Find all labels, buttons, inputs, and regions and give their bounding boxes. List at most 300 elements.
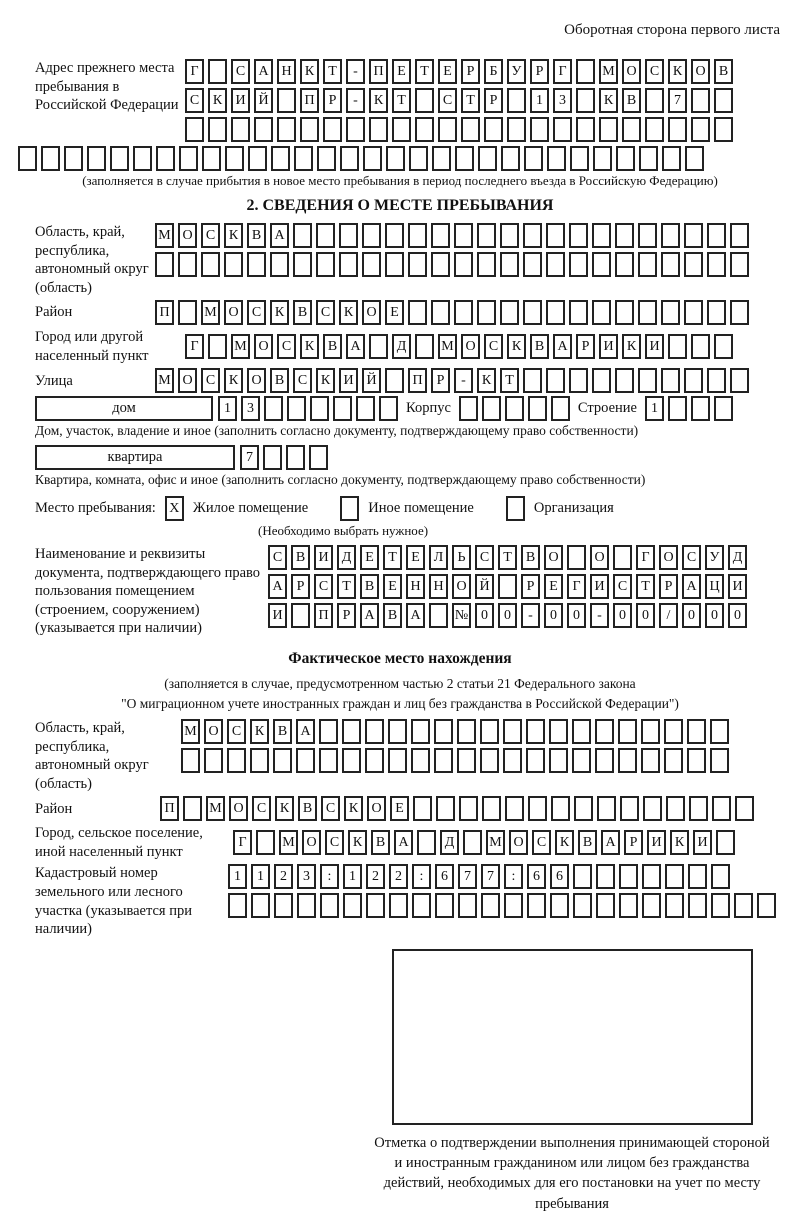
char-box[interactable]: М: [155, 368, 174, 393]
char-box[interactable]: [256, 830, 275, 855]
char-box[interactable]: В: [530, 334, 549, 359]
char-box[interactable]: [526, 748, 545, 773]
char-box[interactable]: К: [339, 300, 358, 325]
char-box[interactable]: [714, 117, 733, 142]
char-box[interactable]: [551, 796, 570, 821]
char-box[interactable]: [730, 368, 749, 393]
char-box[interactable]: [642, 893, 661, 918]
char-box[interactable]: Н: [429, 574, 448, 599]
char-box[interactable]: О: [178, 368, 197, 393]
char-box[interactable]: И: [590, 574, 609, 599]
char-box[interactable]: И: [599, 334, 618, 359]
char-box[interactable]: [689, 796, 708, 821]
char-box[interactable]: [691, 334, 710, 359]
char-box[interactable]: [616, 146, 635, 171]
char-box[interactable]: М: [438, 334, 457, 359]
char-box[interactable]: О: [367, 796, 386, 821]
char-box[interactable]: [620, 796, 639, 821]
char-box[interactable]: [461, 117, 480, 142]
char-box[interactable]: В: [273, 719, 292, 744]
char-box[interactable]: [342, 748, 361, 773]
char-box[interactable]: Н: [277, 59, 296, 84]
char-box[interactable]: В: [714, 59, 733, 84]
char-box[interactable]: :: [412, 864, 431, 889]
char-box[interactable]: [415, 117, 434, 142]
char-box[interactable]: 1: [645, 396, 664, 421]
char-box[interactable]: [339, 252, 358, 277]
char-box[interactable]: [595, 719, 614, 744]
char-box[interactable]: [707, 223, 726, 248]
char-box[interactable]: [435, 893, 454, 918]
char-box[interactable]: Т: [415, 59, 434, 84]
char-box[interactable]: С: [201, 368, 220, 393]
char-box[interactable]: И: [231, 88, 250, 113]
char-box[interactable]: С: [185, 88, 204, 113]
char-box[interactable]: [297, 893, 316, 918]
char-box[interactable]: [369, 117, 388, 142]
char-box[interactable]: [638, 300, 657, 325]
char-box[interactable]: [316, 252, 335, 277]
char-box[interactable]: [227, 748, 246, 773]
char-box[interactable]: [576, 117, 595, 142]
char-box[interactable]: [714, 396, 733, 421]
char-box[interactable]: Т: [498, 545, 517, 570]
char-box[interactable]: [64, 146, 83, 171]
char-box[interactable]: [711, 864, 730, 889]
char-box[interactable]: [457, 719, 476, 744]
char-box[interactable]: Т: [383, 545, 402, 570]
char-box[interactable]: [379, 396, 398, 421]
char-box[interactable]: [500, 252, 519, 277]
char-box[interactable]: 0: [705, 603, 724, 628]
char-box[interactable]: [224, 252, 243, 277]
char-box[interactable]: [202, 146, 221, 171]
char-box[interactable]: 0: [498, 603, 517, 628]
char-box[interactable]: Р: [291, 574, 310, 599]
char-box[interactable]: [156, 146, 175, 171]
char-box[interactable]: М: [201, 300, 220, 325]
char-box[interactable]: [710, 719, 729, 744]
char-box[interactable]: 1: [251, 864, 270, 889]
char-box[interactable]: [392, 117, 411, 142]
char-box[interactable]: [369, 334, 388, 359]
char-box[interactable]: [546, 252, 565, 277]
char-box[interactable]: [340, 146, 359, 171]
char-box[interactable]: Й: [362, 368, 381, 393]
char-box[interactable]: [481, 893, 500, 918]
char-box[interactable]: 6: [435, 864, 454, 889]
char-box[interactable]: [615, 368, 634, 393]
char-box[interactable]: [576, 59, 595, 84]
char-box[interactable]: [248, 146, 267, 171]
char-box[interactable]: [523, 252, 542, 277]
char-box[interactable]: [270, 252, 289, 277]
char-box[interactable]: С: [325, 830, 344, 855]
char-box[interactable]: [685, 146, 704, 171]
char-box[interactable]: [178, 252, 197, 277]
char-box[interactable]: [204, 748, 223, 773]
char-box[interactable]: [546, 300, 565, 325]
char-box[interactable]: [457, 748, 476, 773]
char-box[interactable]: К: [599, 88, 618, 113]
char-box[interactable]: [592, 368, 611, 393]
char-box[interactable]: Ц: [705, 574, 724, 599]
char-box[interactable]: [431, 300, 450, 325]
char-box[interactable]: [333, 396, 352, 421]
char-box[interactable]: [574, 796, 593, 821]
char-box[interactable]: [454, 300, 473, 325]
char-box[interactable]: 0: [728, 603, 747, 628]
char-box[interactable]: [225, 146, 244, 171]
char-box[interactable]: [459, 396, 478, 421]
char-box[interactable]: П: [369, 59, 388, 84]
char-box[interactable]: [273, 748, 292, 773]
char-box[interactable]: [688, 864, 707, 889]
char-box[interactable]: С: [532, 830, 551, 855]
char-box[interactable]: С: [484, 334, 503, 359]
char-box[interactable]: [638, 252, 657, 277]
char-box[interactable]: 7: [240, 445, 259, 470]
char-box[interactable]: [664, 719, 683, 744]
char-box[interactable]: Т: [461, 88, 480, 113]
char-box[interactable]: И: [645, 334, 664, 359]
checkbox-inoe-pomeshchenie[interactable]: [340, 496, 359, 521]
char-box[interactable]: [185, 117, 204, 142]
char-box[interactable]: [707, 300, 726, 325]
char-box[interactable]: [523, 223, 542, 248]
char-box[interactable]: [638, 223, 657, 248]
char-box[interactable]: [363, 146, 382, 171]
char-box[interactable]: [346, 117, 365, 142]
char-box[interactable]: [638, 368, 657, 393]
char-box[interactable]: [507, 117, 526, 142]
char-box[interactable]: Р: [337, 603, 356, 628]
checkbox-organizatsiya[interactable]: [506, 496, 525, 521]
char-box[interactable]: 2: [389, 864, 408, 889]
char-box[interactable]: [309, 445, 328, 470]
char-box[interactable]: [208, 117, 227, 142]
char-box[interactable]: О: [302, 830, 321, 855]
char-box[interactable]: [316, 223, 335, 248]
char-box[interactable]: О: [204, 719, 223, 744]
char-box[interactable]: К: [668, 59, 687, 84]
char-box[interactable]: [684, 300, 703, 325]
char-box[interactable]: 0: [636, 603, 655, 628]
char-box[interactable]: [592, 252, 611, 277]
char-box[interactable]: С: [201, 223, 220, 248]
char-box[interactable]: [201, 252, 220, 277]
char-box[interactable]: [507, 88, 526, 113]
char-box[interactable]: [417, 830, 436, 855]
char-box[interactable]: [505, 396, 524, 421]
char-box[interactable]: [179, 146, 198, 171]
char-box[interactable]: [386, 146, 405, 171]
char-box[interactable]: [567, 545, 586, 570]
char-box[interactable]: /: [659, 603, 678, 628]
char-box[interactable]: [597, 796, 616, 821]
char-box[interactable]: Ь: [452, 545, 471, 570]
char-box[interactable]: К: [208, 88, 227, 113]
char-box[interactable]: [547, 146, 566, 171]
char-box[interactable]: [500, 223, 519, 248]
char-box[interactable]: М: [486, 830, 505, 855]
char-box[interactable]: [408, 252, 427, 277]
char-box[interactable]: [436, 796, 455, 821]
char-box[interactable]: Р: [530, 59, 549, 84]
char-box[interactable]: [286, 445, 305, 470]
char-box[interactable]: [480, 748, 499, 773]
char-box[interactable]: [553, 117, 572, 142]
char-box[interactable]: [385, 252, 404, 277]
char-box[interactable]: В: [323, 334, 342, 359]
char-box[interactable]: [310, 396, 329, 421]
char-box[interactable]: М: [181, 719, 200, 744]
char-box[interactable]: Д: [440, 830, 459, 855]
char-box[interactable]: П: [408, 368, 427, 393]
char-box[interactable]: К: [250, 719, 269, 744]
char-box[interactable]: К: [224, 368, 243, 393]
char-box[interactable]: [429, 603, 448, 628]
char-box[interactable]: О: [544, 545, 563, 570]
char-box[interactable]: [291, 603, 310, 628]
char-box[interactable]: М: [155, 223, 174, 248]
char-box[interactable]: [231, 117, 250, 142]
char-box[interactable]: П: [160, 796, 179, 821]
char-box[interactable]: [356, 396, 375, 421]
char-box[interactable]: [665, 864, 684, 889]
char-box[interactable]: [274, 893, 293, 918]
char-box[interactable]: [431, 223, 450, 248]
char-box[interactable]: В: [270, 368, 289, 393]
char-box[interactable]: [463, 830, 482, 855]
char-box[interactable]: 3: [297, 864, 316, 889]
char-box[interactable]: А: [270, 223, 289, 248]
char-box[interactable]: [572, 719, 591, 744]
char-box[interactable]: [645, 88, 664, 113]
char-box[interactable]: [573, 893, 592, 918]
char-box[interactable]: К: [275, 796, 294, 821]
char-box[interactable]: С: [277, 334, 296, 359]
char-box[interactable]: [707, 368, 726, 393]
char-box[interactable]: [478, 146, 497, 171]
char-box[interactable]: [411, 719, 430, 744]
char-box[interactable]: Е: [360, 545, 379, 570]
char-box[interactable]: 3: [553, 88, 572, 113]
char-box[interactable]: [716, 830, 735, 855]
char-box[interactable]: А: [360, 603, 379, 628]
char-box[interactable]: К: [344, 796, 363, 821]
char-box[interactable]: А: [296, 719, 315, 744]
char-box[interactable]: [599, 117, 618, 142]
char-box[interactable]: -: [346, 88, 365, 113]
char-box[interactable]: [528, 796, 547, 821]
char-box[interactable]: 1: [218, 396, 237, 421]
char-box[interactable]: 0: [475, 603, 494, 628]
char-box[interactable]: К: [348, 830, 367, 855]
char-box[interactable]: [596, 893, 615, 918]
char-box[interactable]: [339, 223, 358, 248]
char-box[interactable]: [735, 796, 754, 821]
char-box[interactable]: [593, 146, 612, 171]
char-box[interactable]: [730, 223, 749, 248]
char-box[interactable]: А: [406, 603, 425, 628]
char-box[interactable]: [668, 396, 687, 421]
char-box[interactable]: [319, 748, 338, 773]
char-box[interactable]: [596, 864, 615, 889]
char-box[interactable]: 7: [458, 864, 477, 889]
char-box[interactable]: [662, 146, 681, 171]
char-box[interactable]: [549, 748, 568, 773]
char-box[interactable]: 0: [682, 603, 701, 628]
char-box[interactable]: [714, 88, 733, 113]
char-box[interactable]: Т: [636, 574, 655, 599]
char-box[interactable]: О: [659, 545, 678, 570]
char-box[interactable]: [183, 796, 202, 821]
char-box[interactable]: О: [229, 796, 248, 821]
char-box[interactable]: 1: [530, 88, 549, 113]
char-box[interactable]: [408, 300, 427, 325]
char-box[interactable]: [757, 893, 776, 918]
char-box[interactable]: [551, 396, 570, 421]
char-box[interactable]: [550, 893, 569, 918]
char-box[interactable]: [641, 719, 660, 744]
char-box[interactable]: [264, 396, 283, 421]
char-box[interactable]: В: [293, 300, 312, 325]
char-box[interactable]: [110, 146, 129, 171]
char-box[interactable]: [691, 396, 710, 421]
char-box[interactable]: [526, 719, 545, 744]
char-box[interactable]: [263, 445, 282, 470]
char-box[interactable]: Б: [484, 59, 503, 84]
char-box[interactable]: В: [360, 574, 379, 599]
char-box[interactable]: [643, 796, 662, 821]
char-box[interactable]: [271, 146, 290, 171]
char-box[interactable]: И: [268, 603, 287, 628]
char-box[interactable]: 0: [613, 603, 632, 628]
char-box[interactable]: Л: [429, 545, 448, 570]
char-box[interactable]: К: [369, 88, 388, 113]
char-box[interactable]: [455, 146, 474, 171]
char-box[interactable]: О: [622, 59, 641, 84]
char-box[interactable]: Г: [553, 59, 572, 84]
char-box[interactable]: П: [314, 603, 333, 628]
char-box[interactable]: [505, 796, 524, 821]
char-box[interactable]: С: [613, 574, 632, 599]
char-box[interactable]: И: [314, 545, 333, 570]
char-box[interactable]: [155, 252, 174, 277]
char-box[interactable]: [459, 796, 478, 821]
char-box[interactable]: [592, 223, 611, 248]
char-box[interactable]: Й: [254, 88, 273, 113]
char-box[interactable]: -: [346, 59, 365, 84]
char-box[interactable]: [343, 893, 362, 918]
char-box[interactable]: [734, 893, 753, 918]
char-box[interactable]: 7: [481, 864, 500, 889]
char-box[interactable]: [576, 88, 595, 113]
char-box[interactable]: [710, 748, 729, 773]
checkbox-zhiloe-pomeshchenie[interactable]: X: [165, 496, 184, 521]
char-box[interactable]: К: [622, 334, 641, 359]
char-box[interactable]: [572, 748, 591, 773]
char-box[interactable]: Е: [438, 59, 457, 84]
char-box[interactable]: [415, 88, 434, 113]
char-box[interactable]: О: [247, 368, 266, 393]
char-box[interactable]: [408, 223, 427, 248]
char-box[interactable]: [691, 117, 710, 142]
char-box[interactable]: :: [504, 864, 523, 889]
char-box[interactable]: [434, 719, 453, 744]
char-box[interactable]: [388, 748, 407, 773]
char-box[interactable]: С: [438, 88, 457, 113]
char-box[interactable]: М: [231, 334, 250, 359]
char-box[interactable]: [523, 300, 542, 325]
char-box[interactable]: И: [728, 574, 747, 599]
char-box[interactable]: Г: [185, 334, 204, 359]
char-box[interactable]: [503, 748, 522, 773]
char-box[interactable]: [296, 748, 315, 773]
char-box[interactable]: [661, 368, 680, 393]
char-box[interactable]: [641, 748, 660, 773]
char-box[interactable]: Е: [383, 574, 402, 599]
char-box[interactable]: В: [298, 796, 317, 821]
char-box[interactable]: Т: [337, 574, 356, 599]
char-box[interactable]: [707, 252, 726, 277]
char-box[interactable]: [294, 146, 313, 171]
char-box[interactable]: А: [346, 334, 365, 359]
char-box[interactable]: [434, 748, 453, 773]
char-box[interactable]: [385, 368, 404, 393]
char-box[interactable]: О: [452, 574, 471, 599]
char-box[interactable]: [569, 368, 588, 393]
char-box[interactable]: С: [247, 300, 266, 325]
char-box[interactable]: Е: [392, 59, 411, 84]
char-box[interactable]: М: [206, 796, 225, 821]
char-box[interactable]: К: [270, 300, 289, 325]
char-box[interactable]: [618, 748, 637, 773]
char-box[interactable]: Е: [406, 545, 425, 570]
char-box[interactable]: [498, 574, 517, 599]
char-box[interactable]: -: [590, 603, 609, 628]
char-box[interactable]: [501, 146, 520, 171]
char-box[interactable]: М: [279, 830, 298, 855]
char-box[interactable]: [661, 223, 680, 248]
char-box[interactable]: [388, 719, 407, 744]
char-box[interactable]: И: [693, 830, 712, 855]
char-box[interactable]: [409, 146, 428, 171]
char-box[interactable]: [595, 748, 614, 773]
char-box[interactable]: С: [231, 59, 250, 84]
char-box[interactable]: М: [599, 59, 618, 84]
char-box[interactable]: [712, 796, 731, 821]
char-box[interactable]: [277, 117, 296, 142]
char-box[interactable]: И: [339, 368, 358, 393]
char-box[interactable]: Р: [521, 574, 540, 599]
char-box[interactable]: [320, 893, 339, 918]
char-box[interactable]: Р: [624, 830, 643, 855]
char-box[interactable]: [484, 117, 503, 142]
char-box[interactable]: В: [291, 545, 310, 570]
char-box[interactable]: [366, 893, 385, 918]
char-box[interactable]: [477, 223, 496, 248]
char-box[interactable]: [287, 396, 306, 421]
char-box[interactable]: [362, 223, 381, 248]
char-box[interactable]: Е: [390, 796, 409, 821]
char-box[interactable]: [569, 223, 588, 248]
char-box[interactable]: [570, 146, 589, 171]
char-box[interactable]: [317, 146, 336, 171]
char-box[interactable]: К: [300, 59, 319, 84]
char-box[interactable]: 1: [343, 864, 362, 889]
